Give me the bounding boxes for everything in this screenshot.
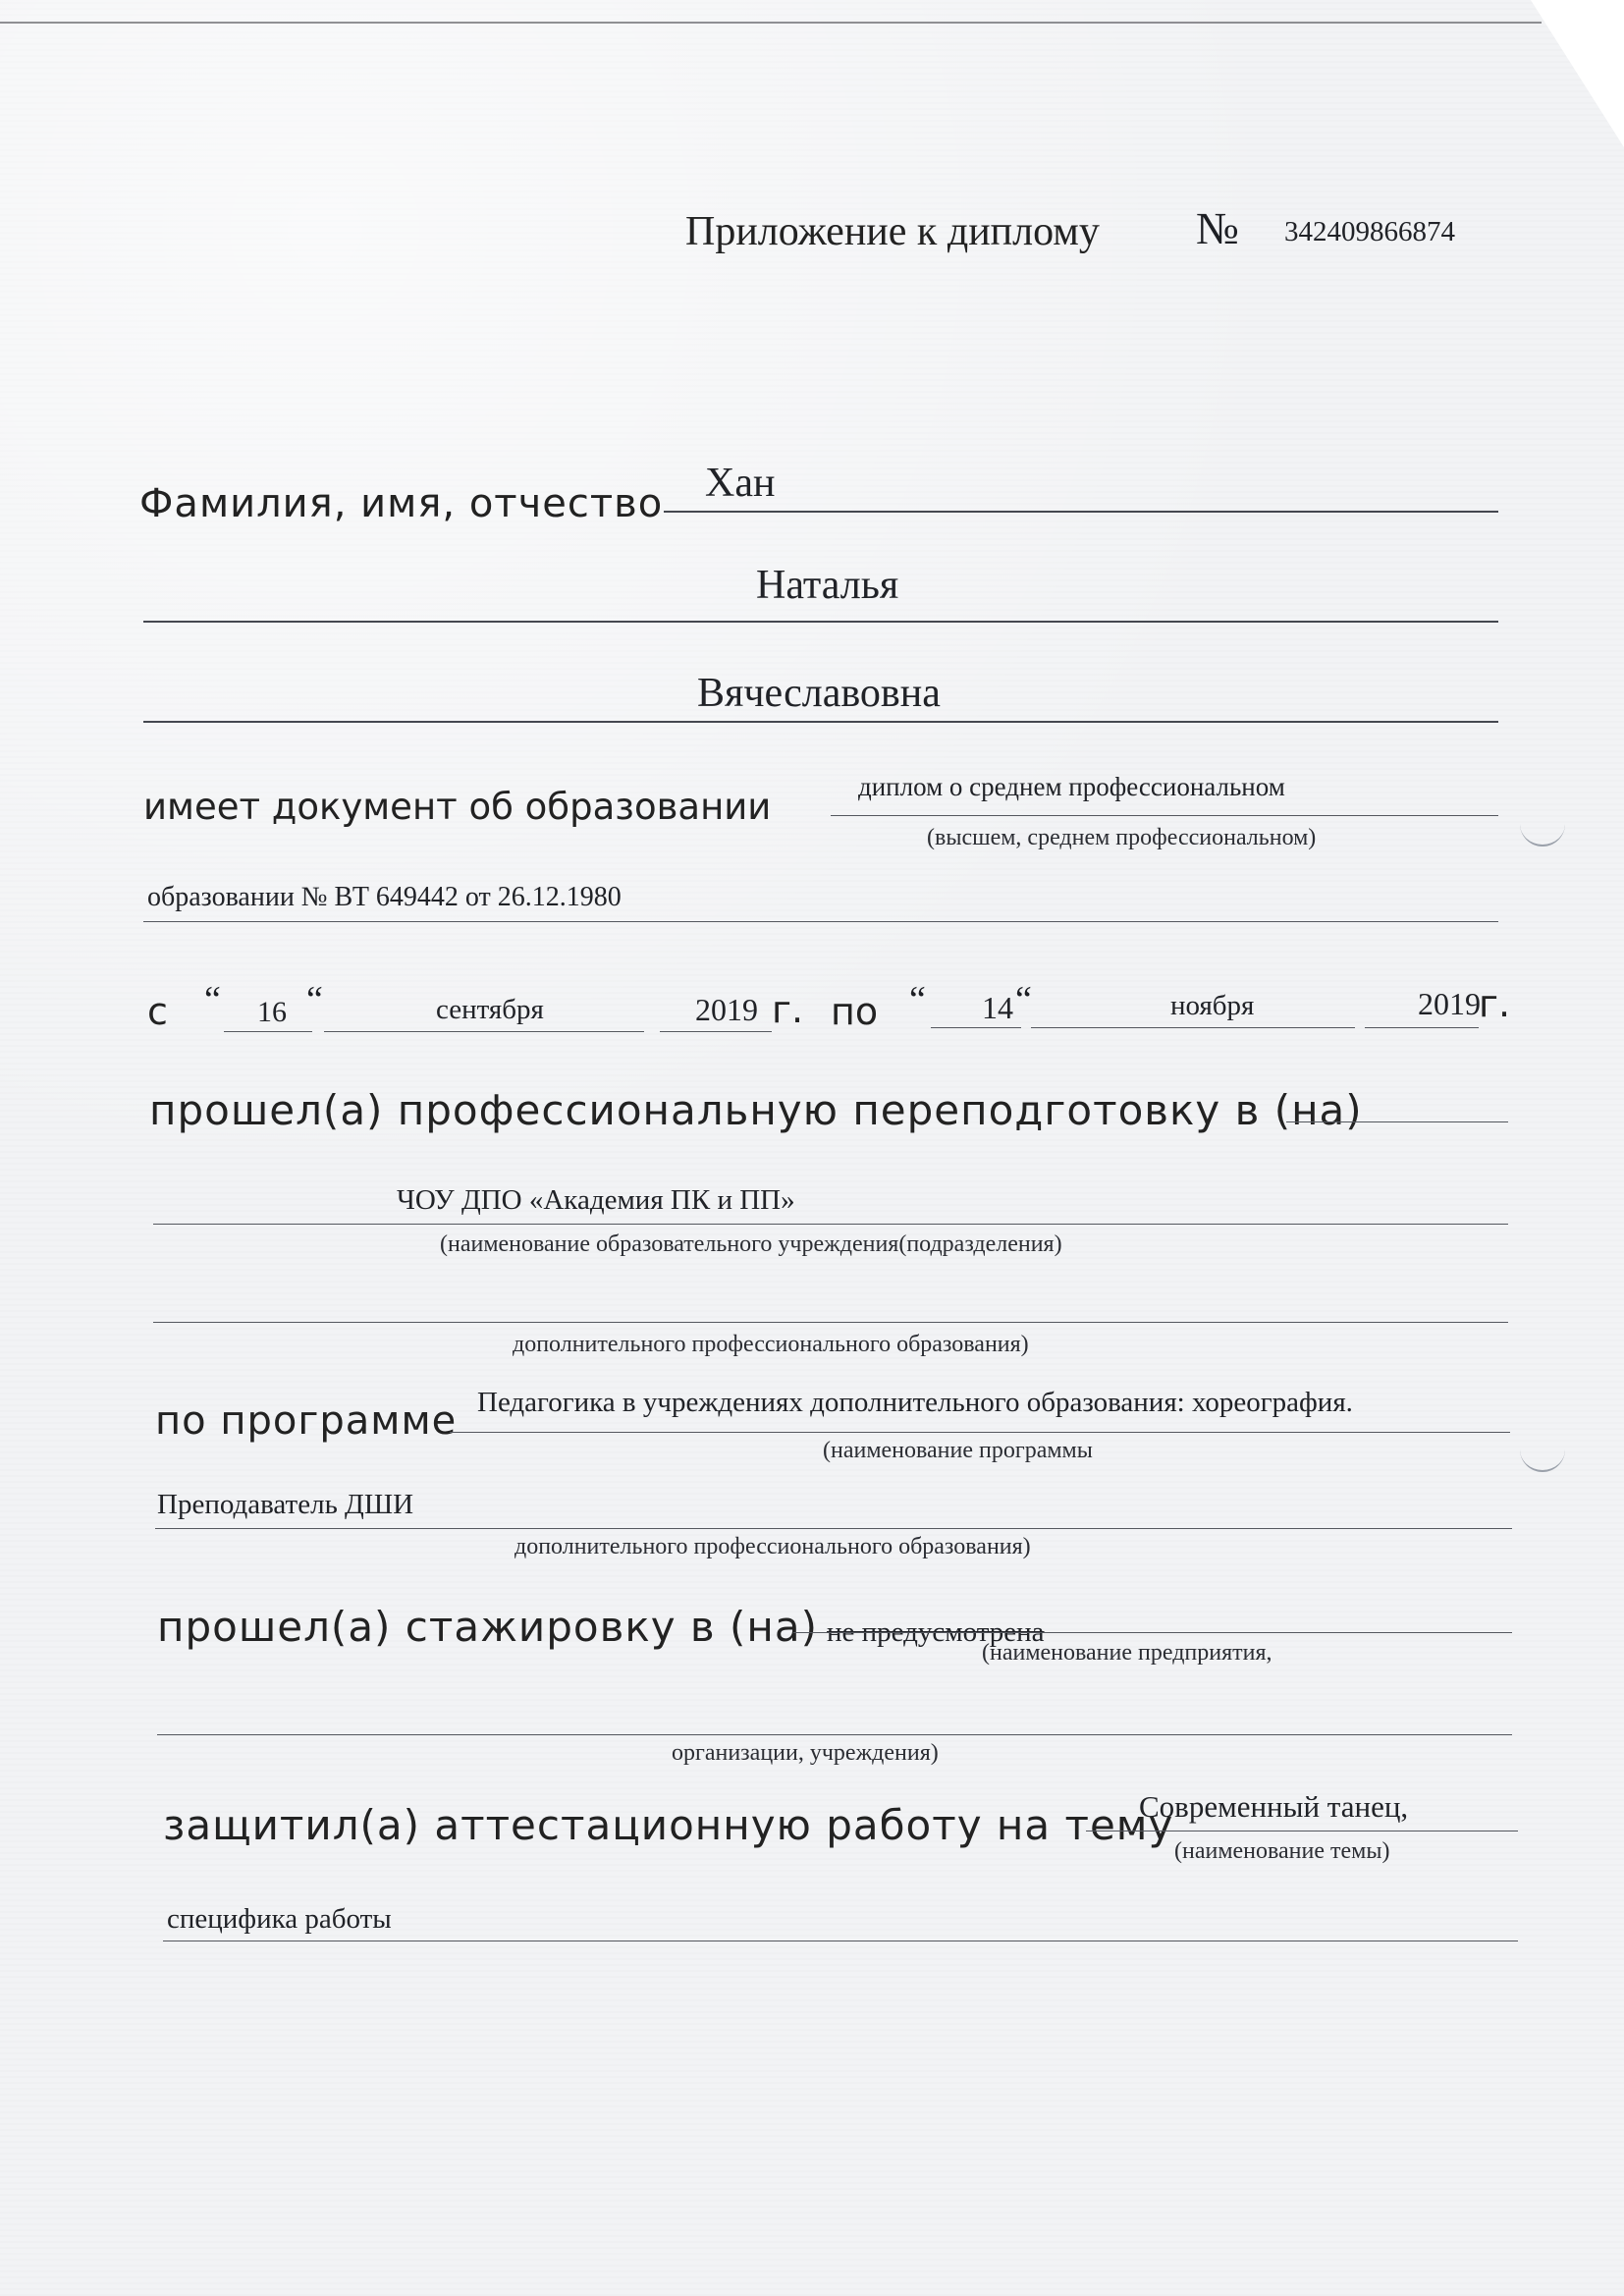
- to-year-value: 2019: [1418, 986, 1481, 1021]
- fio-label: Фамилия, имя, отчество: [139, 481, 664, 526]
- to-year-line: [1365, 1027, 1479, 1028]
- quote-open-1: “: [204, 979, 221, 1020]
- from-month-value: сентября: [436, 994, 544, 1025]
- fio-line-3: [143, 721, 1498, 723]
- thesis-hint: (наименование темы): [1174, 1838, 1390, 1864]
- institution-hint-1: (наименование образовательного учреждения(подразделения): [440, 1231, 1062, 1257]
- thesis-value-line2: специфика работы: [167, 1903, 392, 1935]
- to-month-line: [1031, 1027, 1355, 1028]
- internship-value: не предусмотрена: [827, 1616, 1045, 1648]
- internship-label: прошел(а) стажировку в (на): [157, 1603, 818, 1651]
- internship-hint-1: (наименование предприятия,: [982, 1640, 1272, 1666]
- to-day-value: 14: [982, 990, 1013, 1025]
- education-value: диплом о среднем профессиональном: [858, 772, 1285, 801]
- from-month-line: [324, 1031, 644, 1032]
- education-hint: (высшем, среднем профессиональном): [927, 825, 1317, 850]
- internship-line-2: [157, 1734, 1512, 1735]
- institution-line: [153, 1224, 1508, 1225]
- program-value: Педагогика в учреждениях дополнительного образования: хореография.: [477, 1387, 1353, 1418]
- binder-hole-mark: [1520, 823, 1565, 847]
- number-sign: №: [1196, 203, 1239, 253]
- education-label: имеет документ об образовании: [143, 786, 772, 828]
- quote-open-2: “: [909, 979, 926, 1020]
- year-suffix-2: г.: [1479, 982, 1511, 1025]
- institution-hint-2: дополнительного профессионального образования): [513, 1332, 1029, 1357]
- from-year-line: [660, 1031, 772, 1032]
- institution-value: ЧОУ ДПО «Академия ПК и ПП»: [397, 1184, 795, 1216]
- education-line-2: [143, 921, 1498, 922]
- program-label: по программе: [155, 1398, 458, 1444]
- education-line-1: [831, 815, 1498, 816]
- internship-line-1: [793, 1632, 1512, 1633]
- program-line-1: [450, 1432, 1510, 1433]
- fio-line-2: [143, 621, 1498, 623]
- program-value-line2: Преподаватель ДШИ: [157, 1489, 414, 1520]
- to-month-value: ноября: [1170, 990, 1255, 1021]
- quote-close-1: “: [306, 979, 323, 1020]
- to-day-line: [931, 1027, 1021, 1028]
- fio-line-1: [664, 511, 1498, 513]
- education-document-value: образовании № ВТ 649442 от 26.12.1980: [147, 882, 622, 912]
- page-top-edge: [0, 22, 1542, 24]
- diploma-number: 342409866874: [1284, 216, 1455, 247]
- program-hint-1: (наименование программы: [823, 1438, 1093, 1463]
- program-hint-2: дополнительного профессионального образования): [514, 1534, 1031, 1559]
- patronymic-value: Вячеславовна: [697, 671, 941, 716]
- from-day-value: 16: [257, 996, 287, 1028]
- name-value: Наталья: [756, 563, 899, 608]
- surname-value: Хан: [705, 461, 776, 506]
- year-suffix-1: г.: [772, 988, 804, 1031]
- period-to-prefix: по: [831, 990, 879, 1033]
- internship-hint-2: организации, учреждения): [672, 1740, 939, 1766]
- institution-line-2: [153, 1322, 1508, 1323]
- thesis-value: Современный танец,: [1139, 1789, 1409, 1824]
- folded-corner: [1531, 0, 1624, 147]
- document-title: Приложение к диплому: [685, 209, 1100, 254]
- binder-hole-mark: [1520, 1449, 1565, 1472]
- from-day-line: [224, 1031, 312, 1032]
- retraining-line-1: [1286, 1121, 1508, 1122]
- quote-close-2: “: [1015, 979, 1032, 1020]
- from-year-value: 2019: [695, 992, 758, 1027]
- program-line-2: [155, 1528, 1512, 1529]
- period-from-prefix: с: [147, 990, 168, 1033]
- thesis-label: защитил(а) аттестационную работу на тему: [163, 1801, 1174, 1849]
- retraining-label: прошел(а) профессиональную переподготовку в (на): [149, 1086, 1363, 1134]
